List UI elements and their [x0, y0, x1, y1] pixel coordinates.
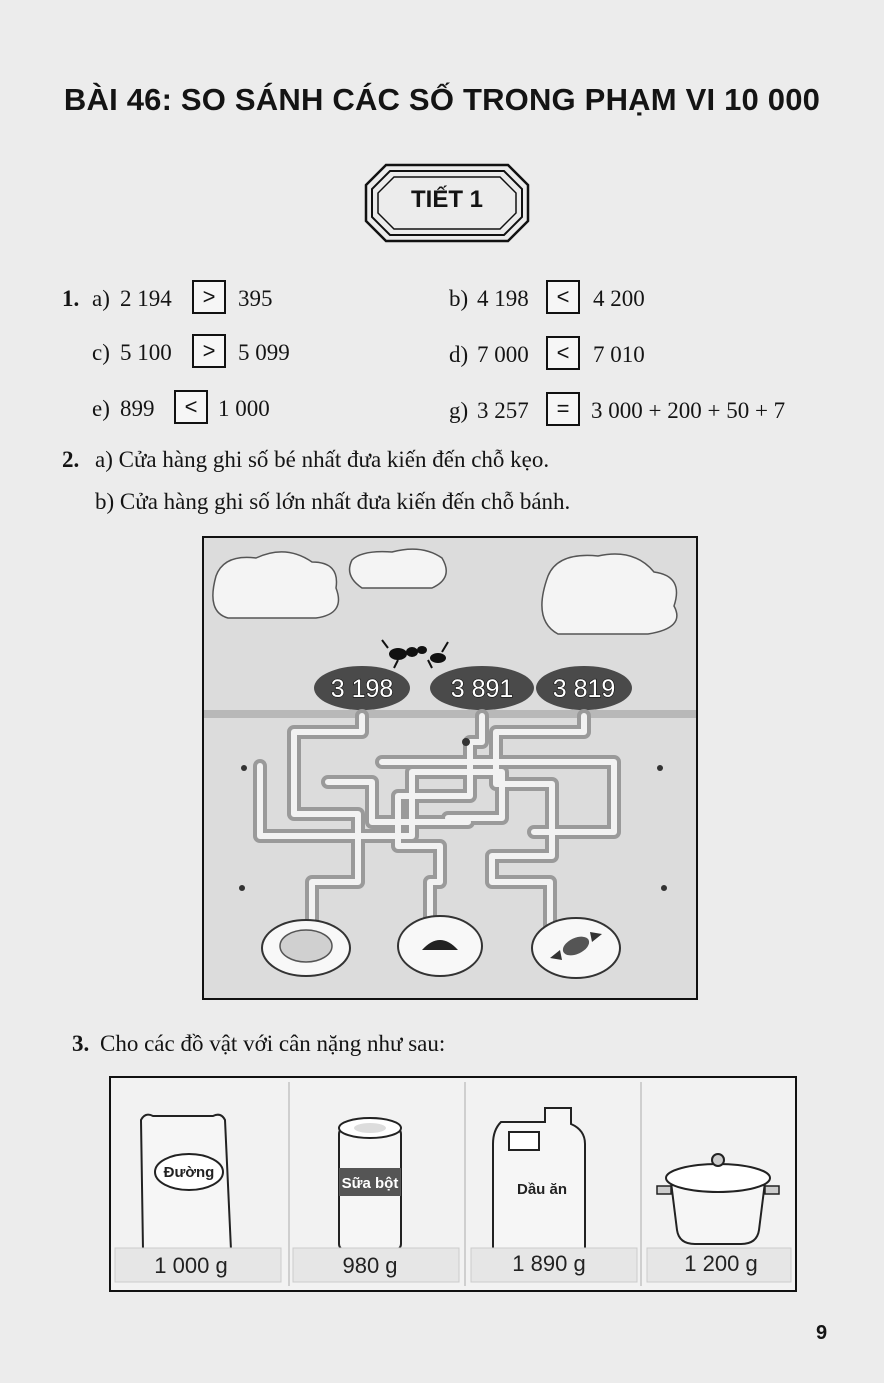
ex1-g-left: 3 257: [477, 398, 529, 423]
weights-panel: [109, 1076, 797, 1292]
ex3-prompt: Cho các đồ vật với cân nặng như sau:: [100, 1031, 446, 1056]
ex1-b-sign-box[interactable]: <: [546, 280, 580, 314]
weight-label-sugar: 1 000 g: [154, 1253, 228, 1278]
ex1-c-sign-box[interactable]: >: [192, 334, 226, 368]
sugar-bag-icon: [141, 1115, 231, 1257]
ex1-e-label: e): [92, 396, 110, 421]
ex1-e-right: 1 000: [218, 396, 270, 421]
oil-tag: Dầu ăn: [516, 1181, 568, 1198]
ex1-b-label: b): [449, 286, 469, 311]
weight-label-milk: 980 g: [342, 1253, 398, 1278]
ex1-d-right: 7 010: [593, 342, 645, 367]
lesson-title: BÀI 46: SO SÁNH CÁC SỐ TRONG PHẠM VI 10 000: [63, 82, 821, 117]
sugar-tag: Đường: [163, 1164, 215, 1181]
period-label: TIẾT 1: [410, 186, 483, 213]
weight-label-oil: 1 890 g: [512, 1251, 586, 1276]
ex1-c-label: c): [92, 340, 110, 365]
ex1-number: 1.: [62, 286, 80, 311]
weight-label-pot: 1 200 g: [684, 1251, 758, 1276]
ex2-b-text: b) Cửa hàng ghi số lớn nhất đưa kiến đến chỗ bánh.: [95, 489, 571, 514]
ex1-a-sign-box[interactable]: >: [192, 280, 226, 314]
shop-number-1: 3 198: [330, 675, 394, 703]
ex1-d-label: d): [449, 342, 469, 367]
bread-plate-icon: [398, 916, 482, 976]
ex2-number: 2.: [62, 447, 80, 472]
ex1-e-left: 899: [120, 396, 155, 421]
candy-plate-icon: [532, 918, 620, 978]
ex1-d-left: 7 000: [477, 342, 529, 367]
ex1-a-label: a): [92, 286, 110, 311]
ant-maze-illustration: [202, 536, 698, 1000]
ex1-g-label: g): [449, 398, 469, 423]
shop-number-3: 3 819: [552, 675, 616, 703]
ex3-number: 3.: [72, 1031, 90, 1056]
ex2-a-text: a) Cửa hàng ghi số bé nhất đưa kiến đến chỗ kẹo.: [95, 447, 550, 472]
ex1-d-sign-box[interactable]: <: [546, 336, 580, 370]
ex1-g-right: 3 000 + 200 + 50 + 7: [591, 398, 786, 423]
ex1-c-right: 5 099: [238, 340, 290, 365]
ex1-e-sign-box[interactable]: <: [174, 390, 208, 424]
ex1-a-right: 395: [238, 286, 273, 311]
ex1-b-left: 4 198: [477, 286, 529, 311]
cake-plate-icon: [262, 920, 350, 976]
milk-tag: Sữa bột: [341, 1175, 399, 1192]
ex1-c-left: 5 100: [120, 340, 172, 365]
ex1-a-left: 2 194: [120, 286, 172, 311]
ex1-b-right: 4 200: [593, 286, 645, 311]
page-number: 9: [816, 1322, 828, 1344]
ex1-g-sign-box[interactable]: =: [546, 392, 580, 426]
shop-number-2: 3 891: [450, 675, 514, 703]
